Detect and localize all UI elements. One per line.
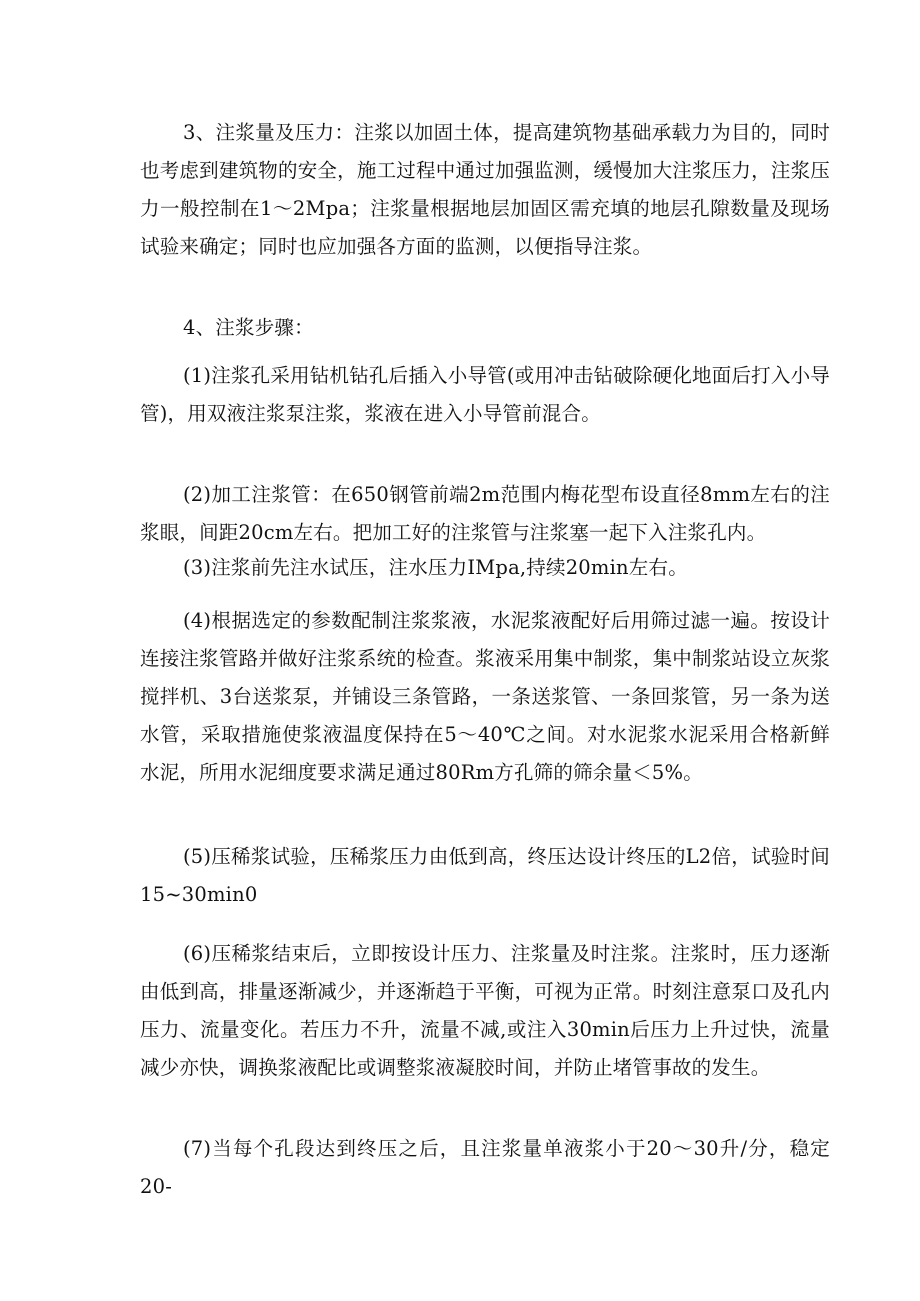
paragraph-step-1: (1)注浆孔采用钻机钻孔后插入小导管(或用冲击钻破除硬化地面后打入小导管)，用双液注浆泵注浆，浆液在进入小导管前混合。	[140, 364, 830, 425]
paragraph-step-4: (4)根据选定的参数配制注浆浆液，水泥浆液配好后用筛过滤一遍。按设计连接注浆管路并做好注浆系统的检查。浆液采用集中制浆，集中制浆站设立灰浆搅拌机、3台送浆泵，并铺设三条管路，一条送浆管、一条回浆管，另一条为送水管，采取措施使浆液温度保持在5～40℃之间。对水泥浆水泥采用合格新鲜水泥，所用水泥细度要求满足通过80Rm方孔筛的筛余量＜5%。	[140, 609, 830, 784]
paragraph-grouting-volume-pressure: 3、注浆量及压力：注浆以加固土体，提高建筑物基础承载力为目的，同时也考虑到建筑物的安全，施工过程中通过加强监测，缓慢加大注浆压力，注浆压力一般控制在1～2Mpa；注浆量根据地层加固区需充填的地层孔隙数量及现场试验来确定；同时也应加强各方面的监测，以便指导注浆。	[140, 121, 830, 258]
paragraph-step-6: (6)压稀浆结束后，立即按设计压力、注浆量及时注浆。注浆时，压力逐渐由低到高，排量逐渐减少，并逐渐趋于平衡，可视为正常。时刻注意泵口及孔内压力、流量变化。若压力不升，流量不减,或注入30min后压力上升过快，流量减少亦快，调换浆液配比或调整浆液凝胶时间，并防止堵管事故的发生。	[140, 942, 830, 1079]
paragraph-step-2: (2)加工注浆管：在650钢管前端2m范围内梅花型布设直径8mm左右的注浆眼，间距20cm左右。把加工好的注浆管与注浆塞一起下入注浆孔内。	[140, 483, 830, 544]
paragraph-step-5: (5)压稀浆试验，压稀浆压力由低到高，终压达设计终压的L2倍，试验时间15~30min0	[140, 845, 830, 906]
paragraph-step-3: (3)注浆前先注水试压，注水压力IMpa,持续20min左右。	[183, 556, 688, 579]
paragraph-step-7: (7)当每个孔段达到终压之后，且注浆量单液浆小于20～30升/分，稳定20-	[140, 1137, 830, 1198]
paragraph-grouting-steps-heading: 4、注浆步骤：	[183, 316, 314, 339]
